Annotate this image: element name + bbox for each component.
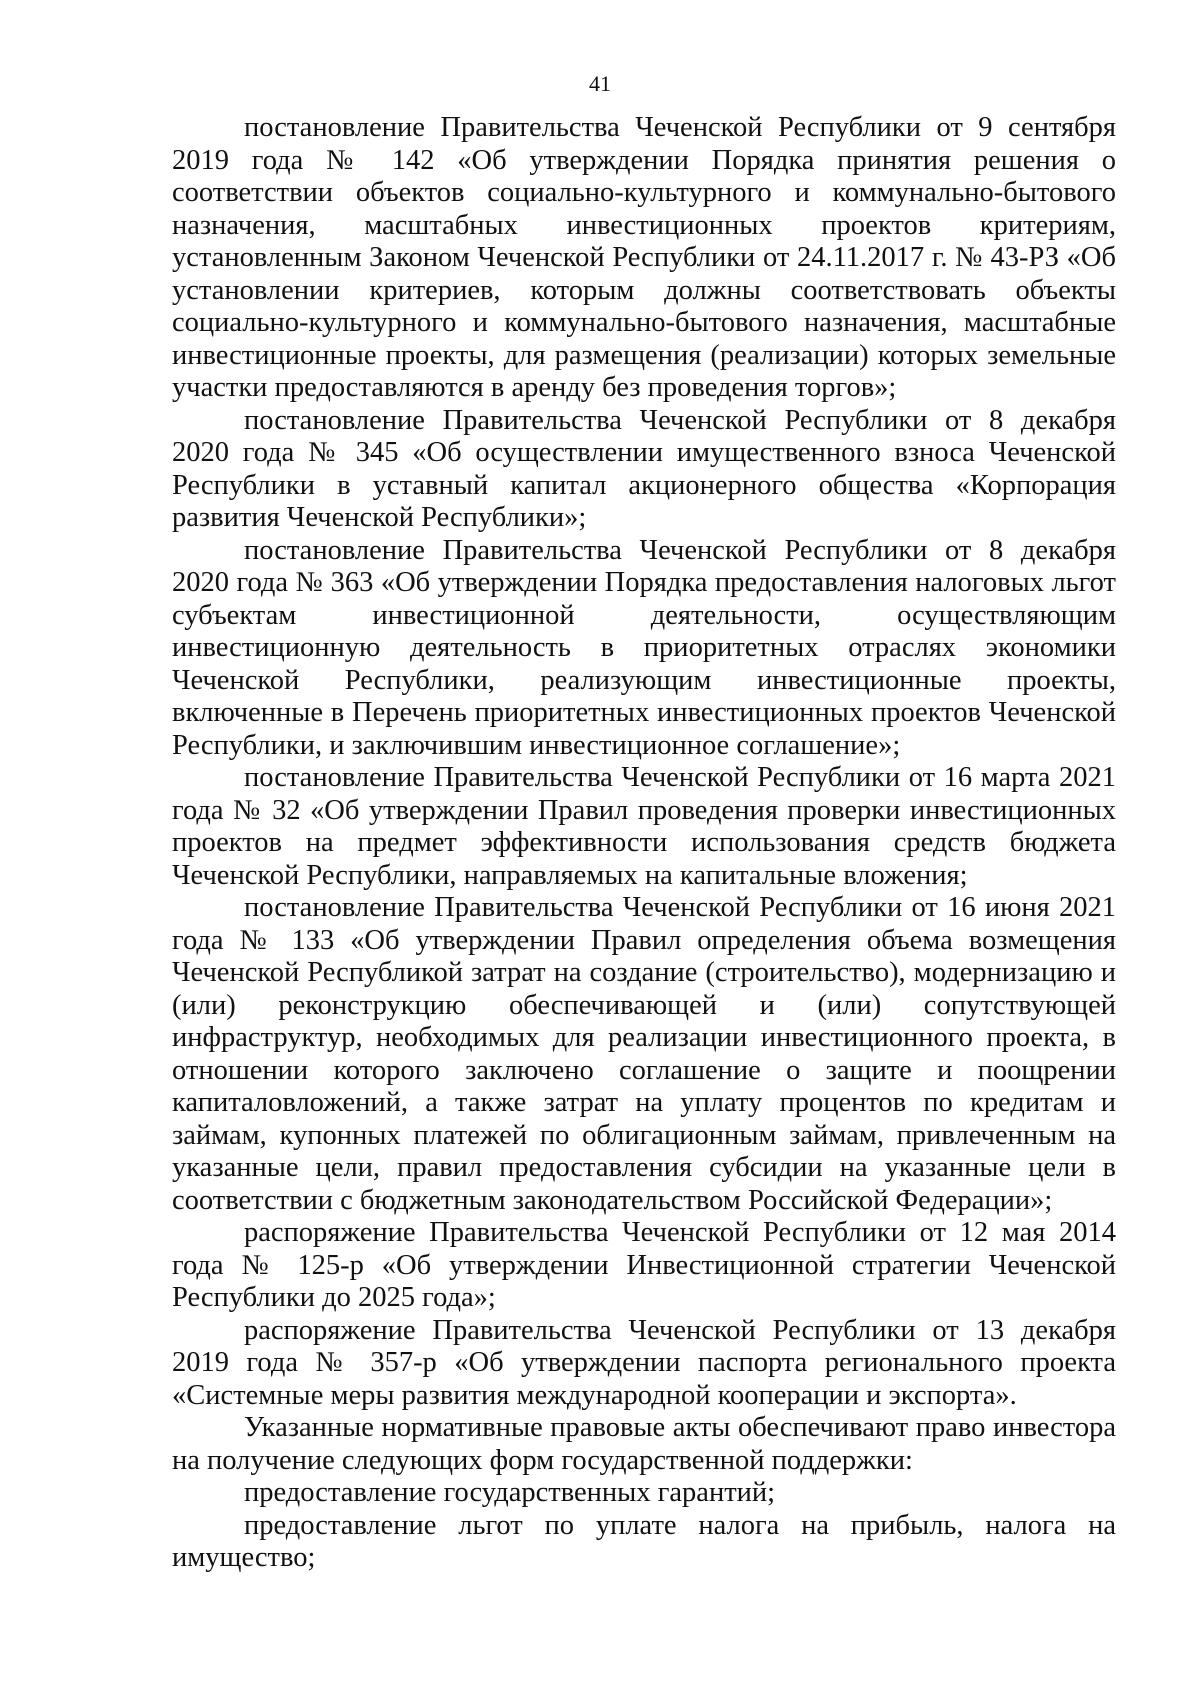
paragraph-tax-benefits: предоставление льгот по уплате налога на прибыль, налога на имущество; xyxy=(172,1509,1116,1573)
paragraph-order-357-r: распоряжение Правительства Чеченской Республики от 13 декабря 2019 года № 357-р «Об утверждении паспорта регионального проекта «Системные меры развития международной кооперации и экспорта». xyxy=(172,1314,1116,1411)
paragraph-resolution-32: постановление Правительства Чеченской Республики от 16 марта 2021 года № 32 «Об утверждении Правил проведения проверки инвестиционных проектов на предмет эффективности использования средств бюджета Чеченской Республики, направляемых на капитальные вложения; xyxy=(172,762,1116,891)
page-number: 41 xyxy=(589,71,611,96)
paragraph-investor-rights: Указанные нормативные правовые акты обеспечивают право инвестора на получение следующих форм государственной поддержки: xyxy=(172,1412,1116,1476)
paragraph-resolution-345: постановление Правительства Чеченской Республики от 8 декабря 2020 года № 345 «Об осуществлении имущественного взноса Чеченской Республики в уставный капитал акционерного общества «Корпорация развития Чеченской Республики»; xyxy=(172,404,1116,533)
paragraph-state-guarantees: предоставление государственных гарантий; xyxy=(244,1477,776,1508)
paragraph-order-125-r: распоряжение Правительства Чеченской Республики от 12 мая 2014 года № 125-р «Об утверждении Инвестиционной стратегии Чеченской Республики до 2025 года»; xyxy=(172,1217,1116,1313)
paragraph-resolution-142: постановление Правительства Чеченской Республики от 9 сентября 2019 года № 142 «Об утверждении Порядка принятия решения о соответствии объектов социально-культурного и коммунально-бытового назначения, масштабных инвестиционных проектов критериям, установленным Законом Чеченской Республики от 24.11.2017 г. № 43-РЗ «Об установлении критериев, которым должны соответствовать объекты социально-культурного и коммунально-бытового назначения, масштабные инвестиционные проекты, для размещения (реализации) которых земельные участки предоставляются в аренду без проведения торгов»; xyxy=(172,112,1116,403)
paragraph-resolution-133: постановление Правительства Чеченской Республики от 16 июня 2021 года № 133 «Об утверждении Правил определения объема возмещения Чеченской Республикой затрат на создание (строительство), модернизацию и (или) реконструкцию обеспечивающей и (или) сопутствующей инфраструктур, необходимых для реализации инвестиционного проекта, в отношении которого заключено соглашение о защите и поощрении капиталовложений, а также затрат на уплату процентов по кредитам и займам, купонных платежей по облигационным займам, привлеченным на указанные цели, правил предоставления субсидии на указанные цели в соответствии с бюджетным законодательством Российской Федерации»; xyxy=(172,892,1116,1216)
paragraph-resolution-363: постановление Правительства Чеченской Республики от 8 декабря 2020 года № 363 «Об утверждении Порядка предоставления налоговых льгот субъектам инвестиционной деятельности, осуществляющим инвестиционную деятельность в приоритетных отраслях экономики Чеченской Республики, реализующим инвестиционные проекты, включенные в Перечень приоритетных инвестиционных проектов Чеченской Республики, и заключившим инвестиционное соглашение»; xyxy=(172,534,1116,761)
document-body xyxy=(172,112,1116,1575)
